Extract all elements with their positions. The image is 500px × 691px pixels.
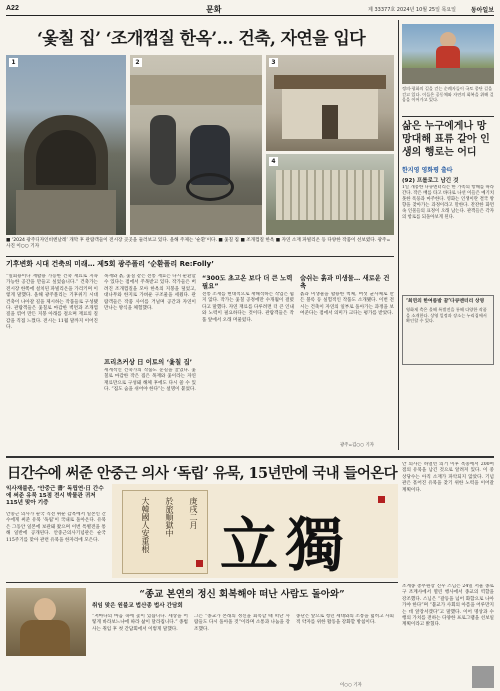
right-photo-caption: 정의·평화의 길을 걷는 순례자들이 국토 종단 길을 걷고 있다. 이들은 공동체와 자연의 회복을 위해 걸음을 이어가고 있다. <box>402 86 494 103</box>
bottom-story2-headline: “종교 본연의 정신 회복해야 떠난 사람도 돌아와” <box>139 589 345 600</box>
calligraphy-photo <box>112 484 398 578</box>
issue-date: 제 33377호 2024년 10월 25일 목요일 <box>368 7 456 13</box>
bottom-story-col4: 안 의사는 하얼빈 의거 이후 옥중에서 200여 점의 유묵을 남긴 것으로 알려져 있다. 이 중 상당수는 아직 소재가 파악되지 않았다. 기념관은 흩어진 유묵을 찾기 위한 노력을 이어갈 계획이다. <box>402 462 494 493</box>
bottom-right-body: 조계종 총무원장 진우 스님은 24일 서울 종로구 조계사에서 열린 행사에서 종교의 역할을 강조했다. 스님은 “갈등을 넘어 화합으로 나아가야 한다”며 “불교가 사회의 아픔을 어루만지는 데 앞장서겠다”고 말했다. 이어 명상과 수행의 가치를 전하는 다양한 프로그램을 선보일 계획이라고 밝혔다. <box>402 584 494 628</box>
photo-pavilion-1 <box>6 55 126 235</box>
doc-text: 大韓國人安重根 <box>141 497 150 553</box>
masthead <box>6 4 494 16</box>
right-column-body: 1일 개봉한 다큐멘터리는 한 가족의 항해를 따라간다. 작은 배를 타고 바다로 나선 이들은 예기치 못한 폭풍과 마주한다. 영화는 인생이란 결국 방향을 찾아가는 과정이라고 말한다. 잔잔한 화면 속 인물들의 표정이 오래 남는다. 관객들은 각자의 항로를 되돌아보게 된다. <box>402 185 494 220</box>
column-subtitle: (92) 프롤로그 남긴 것 <box>402 178 459 184</box>
top-story-col1: “일회용이나 재활용 가능한 건축 재료로 지속가능한 공간을 만들고 싶었습니다.” 건축가는 전시장 한쪽에 설치된 파빌리온을 가리키며 이렇게 말했다. 올해 광주폴리는 기후위기 시대 건축이 나아갈 길을 제시하는 작품들로 구성됐다. 관람객들은 옻칠로 마감한 벽면과 조개껍질을 엮어 만든 지붕 아래를 걸으며 재료의 질감을 직접 느꼈다. 전시는 11월 말까지 이어진다. <box>6 274 98 331</box>
bottom-headline: 日간수에 써준 안중근 의사 ‘독립’ 유묵, 15년만에 국내 들어온다 <box>6 465 398 482</box>
calligraphy-char: 獨 <box>286 511 353 578</box>
page-number: A22 <box>6 5 19 12</box>
top-byline: 광주=김○○ 기자 <box>340 443 374 448</box>
doc-text: 庚戌二月 <box>189 497 198 529</box>
bottom-story-col1: 안중근 의사가 순국 직전 뤼순 감옥에서 일본인 간수에게 써준 유묵 ‘독립’이 국내로 돌아온다. 유묵은 그동안 일본에 보관돼 왔으며 이번 특별전을 통해 일반에 공개된다. 안중근의사기념관은 순국 115주기를 맞아 관련 유묵을 한자리에 모은다. <box>6 512 106 543</box>
right-column-headline: 삶은 누구에게나 망망대해 표류 같아 인생의 행로는 어디 <box>402 121 490 158</box>
subhead-300: “300도 초고온 보다 더 큰 노력 필요” <box>202 274 293 290</box>
right-column-photo <box>402 24 494 84</box>
bottom-story2-col3: 종단은 앞으로 청년 세대와의 소통을 넓히고 사회적 약자를 위한 활동을 강화할 방침이다. <box>296 614 394 626</box>
top-story-col2b: 세계적인 건축가의 작품도 눈길을 끌었다. 옻칠로 마감한 작은 집은 목재와 옻이라는 자연 재료만으로 구성돼 해체 후에도 다시 쓸 수 있다. “집도 숨을 쉬어야 한다”는 설명이 붙었다. <box>104 368 196 393</box>
info-box <box>402 295 494 365</box>
top-story-col3: 전통 소재를 현대적으로 재해석하는 작업은 쉽지 않다. 작가는 옻칠 공정에만 수개월이 걸렸다고 말했다. 자연 재료를 다루려면 더 큰 인내와 노력이 필요하다는 것이다. 관람객들은 작품 앞에서 오래 머물렀다. <box>202 292 294 323</box>
photo-pavilion-4 <box>266 154 394 235</box>
info-box-body: 영화제 측은 올해 특별전을 통해 다양한 작품을 소개한다. 상영 일정과 장소는 누리집에서 확인할 수 있다. <box>406 307 487 324</box>
calligraphy-characters <box>220 498 352 578</box>
photo-pavilion-2 <box>130 55 262 235</box>
calligraphy-char: 立 <box>220 511 287 578</box>
doc-text: 於旅順獄中 <box>165 497 174 537</box>
top-headline: ‘옻칠 집’ ‘조개껍질 한옥’… 건축, 자연을 입다 <box>36 29 366 49</box>
bottom-subheadline: 익사재불존, ‘안중근 書’ 독립연·日 간수에 써준 유묵 15점 전시 박물관 귀저 115년 맞아 기증 <box>6 486 104 507</box>
monk-photo <box>6 588 86 656</box>
photo-number: 3 <box>269 58 278 67</box>
seal-stamp <box>196 560 203 567</box>
reporter-portrait <box>472 666 494 688</box>
photo-number: 4 <box>269 157 278 166</box>
subhead-ito: 프리츠커상 日 이토의 ‘옻칠 집’ <box>104 358 193 366</box>
bottom-story2-col1: “저마다의 마음 속에 꽃이 있습니다. 세상을 어떻게 바라보느냐에 따라 삶이 달라집니다.” 종법사는 취임 후 첫 간담회에서 이렇게 말했다. <box>92 614 188 632</box>
columnist-name: 한지영 영화평 출타 <box>402 167 453 174</box>
section-name: 문화 <box>206 4 222 14</box>
seal-stamp <box>378 496 385 503</box>
top-story-col2: 목재와 흙, 옻칠 같은 전통 재료는 다시 순환할 수 있다는 점에서 주목받고 있다. 작가들은 버려진 조개껍질을 모아 한옥의 지붕을 덮었고, 대나무와 한지로 가벼운 구조물을 세웠다. 관람객들은 작품 사이를 거닐며 공간과 자연이 만나는 방식을 체험했다. <box>104 274 196 312</box>
bottom-story2-byline: 이○○ 기자 <box>340 683 362 688</box>
top-subheadline: 기후변화 시대 건축의 미래… 제5회 광주폴리 ‘순환폴리 Re:Folly’ <box>6 260 214 268</box>
bottom-story2-col2: 그는 “종교가 본래의 정신을 회복할 때 떠난 사람들도 다시 돌아올 것”이라며 소통과 나눔을 강조했다. <box>194 614 290 632</box>
info-box-title: ‘최연의 한여름밤 꿈’다큐멘터리 상영 <box>406 299 485 304</box>
paper-name: 동아일보 <box>470 7 494 14</box>
top-story-col4: 흙과 미생물을 활용한 벽체, 버섯 균사체로 만든 블록 등 실험적인 작품도 소개됐다. 이번 전시는 건축이 자연의 일부로 돌아가는 과정을 보여준다는 점에서 의미가 크다는 평가를 받았다. <box>300 292 394 317</box>
bottom-story2-sub: 취임 맞은 원불교 법산종 법사 간담회 <box>92 603 183 609</box>
subhead-soil: 숨쉬는 흙과 미생물… 새로운 건축 <box>300 274 390 290</box>
photo-caption: ■ ‘2024 광주디자인비엔날레’ 개막 후 관람객들이 전시장 곳곳을 둘러보고 있다. 올해 주제는 ‘순환’이다. ■ 옻칠 집 ■ 조개껍질 한옥 ■ 자연 소재 파빌리온 등 다양한 작품이 선보였다. 광주=사진 이○○ 기자 <box>6 238 391 249</box>
photo-number: 1 <box>9 58 18 67</box>
photo-pavilion-3 <box>266 55 394 151</box>
photo-number: 2 <box>133 58 142 67</box>
